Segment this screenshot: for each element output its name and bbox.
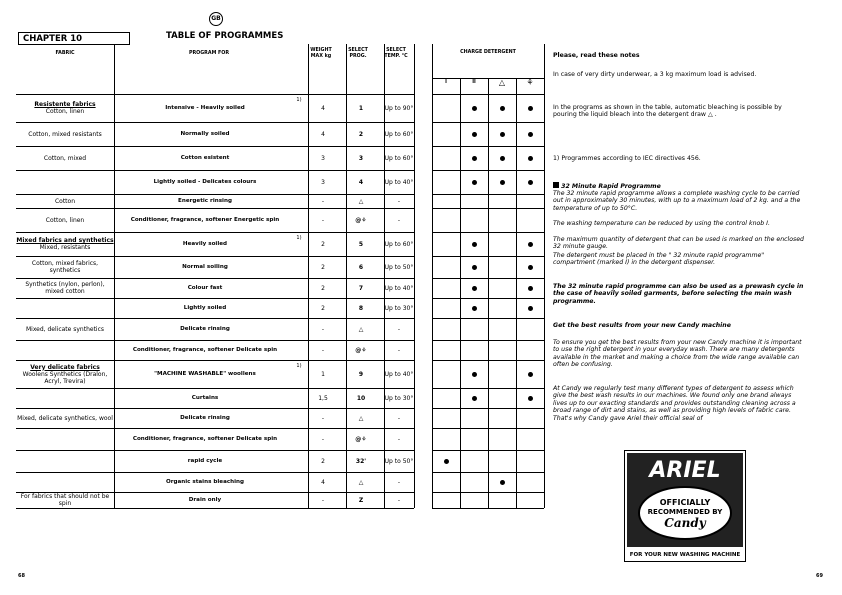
program-cell: Energetic rinsing bbox=[178, 197, 232, 204]
program-cell: Curtains bbox=[191, 394, 219, 401]
program-cell: Drain only bbox=[188, 496, 222, 503]
col-select-temp: SELECT TEMP. °C bbox=[384, 48, 408, 59]
detergent-cell bbox=[488, 146, 516, 170]
detergent-cell bbox=[516, 94, 544, 122]
detergent-cell bbox=[516, 194, 544, 208]
detergent-cell bbox=[488, 298, 516, 318]
prog-cell: 4 bbox=[358, 178, 364, 186]
column-divider bbox=[460, 78, 461, 508]
detergent-cell bbox=[432, 318, 460, 340]
detergent-cell bbox=[460, 472, 488, 492]
detergent-cell bbox=[460, 492, 488, 508]
detergent-cell bbox=[432, 232, 460, 256]
detergent-cell bbox=[488, 170, 516, 194]
detergent-cell bbox=[432, 360, 460, 388]
row-divider bbox=[16, 388, 414, 389]
weight-cell: 4 bbox=[321, 130, 325, 138]
det-col-1: I bbox=[445, 80, 447, 86]
rapid-title-text: 32 Minute Rapid Programme bbox=[561, 183, 661, 190]
fabric-cell bbox=[16, 450, 114, 472]
weight-cell: 4 bbox=[321, 104, 325, 112]
detergent-cell bbox=[488, 492, 516, 508]
temp-cell: Up to 40° bbox=[384, 178, 414, 186]
detergent-cell bbox=[516, 360, 544, 388]
detergent-dot bbox=[472, 265, 477, 270]
row-divider bbox=[16, 298, 414, 299]
row-divider bbox=[16, 170, 414, 171]
detergent-cell bbox=[432, 340, 460, 360]
program-cell: Conditioner, fragrance, softener Delicate spin bbox=[132, 346, 278, 353]
detergent-cell bbox=[432, 122, 460, 146]
column-divider bbox=[432, 44, 433, 508]
fabric-label: Synthetics (nylon, perlon), mixed cotton bbox=[25, 281, 105, 295]
row-divider bbox=[16, 428, 414, 429]
temp-cell: - bbox=[397, 216, 401, 224]
prog-cell: 5 bbox=[358, 240, 364, 248]
detergent-cell bbox=[516, 232, 544, 256]
fabric-cell bbox=[16, 278, 114, 298]
best-text: To ensure you get the best results from your new Candy machine it is important to use the right detergent in your everyday wash. There are many detergents available in the market and making a choice from the wide range available can often be confusing. bbox=[553, 339, 802, 369]
detergent-dot bbox=[528, 396, 533, 401]
row-divider bbox=[16, 146, 414, 147]
footnote-ref: 1) bbox=[296, 362, 302, 369]
row-divider bbox=[432, 508, 544, 509]
col-program: PROGRAM FOR bbox=[188, 51, 230, 57]
detergent-cell bbox=[488, 318, 516, 340]
prog-cell: 3 bbox=[358, 154, 364, 162]
fabric-cell bbox=[16, 492, 114, 508]
detergent-cell bbox=[432, 298, 460, 318]
detergent-dot bbox=[528, 265, 533, 270]
det-col-3: △ bbox=[498, 78, 506, 88]
detergent-cell bbox=[432, 388, 460, 408]
detergent-dot bbox=[472, 396, 477, 401]
detergent-cell bbox=[488, 388, 516, 408]
weight-cell: - bbox=[321, 414, 325, 422]
fabric-group: Very delicate fabrics bbox=[30, 363, 100, 371]
detergent-cell bbox=[460, 232, 488, 256]
prog-cell: △ bbox=[358, 197, 364, 205]
temp-cell: Up to 90° bbox=[384, 104, 414, 112]
fabric-label: Cotton bbox=[54, 197, 76, 205]
detergent-cell bbox=[488, 360, 516, 388]
detergent-dot bbox=[528, 132, 533, 137]
fabric-cell bbox=[16, 428, 114, 450]
column-divider bbox=[308, 44, 309, 508]
fabric-cell bbox=[16, 388, 114, 408]
detergent-dot bbox=[472, 156, 477, 161]
footnote-ref: 1) bbox=[296, 234, 302, 241]
temp-cell: Up to 60° bbox=[384, 130, 414, 138]
fabric-cell bbox=[16, 298, 114, 318]
temp-cell: - bbox=[397, 414, 401, 422]
weight-cell: 2 bbox=[321, 240, 325, 248]
program-cell: Intensive - Heavily soiled bbox=[165, 104, 245, 111]
weight-cell: 2 bbox=[321, 304, 325, 312]
prog-cell: △ bbox=[358, 478, 364, 486]
fabric-group: Mixed fabrics and synthetics bbox=[16, 237, 114, 244]
program-cell: Normal soiling bbox=[182, 263, 228, 270]
prog-cell: 10 bbox=[356, 394, 366, 402]
col-weight: WEIGHT MAX kg bbox=[310, 48, 332, 59]
weight-cell: 1 bbox=[321, 370, 325, 378]
detergent-cell bbox=[432, 256, 460, 278]
prog-cell: 8 bbox=[358, 304, 364, 312]
page-number-left: 68 bbox=[18, 573, 25, 579]
detergent-dot bbox=[500, 480, 505, 485]
seal-line-2: RECOMMENDED BY bbox=[647, 508, 723, 516]
header-divider bbox=[16, 94, 414, 95]
prog-cell: △ bbox=[358, 325, 364, 333]
prog-cell: 9 bbox=[358, 370, 364, 378]
detergent-dot bbox=[500, 132, 505, 137]
fabric-cell bbox=[16, 208, 114, 232]
detergent-cell bbox=[516, 450, 544, 472]
program-cell: Lightly soiled bbox=[183, 304, 227, 311]
detergent-cell bbox=[488, 256, 516, 278]
fabric-label: For fabrics that should not be spin bbox=[20, 493, 110, 507]
detergent-dot bbox=[528, 242, 533, 247]
detergent-cell bbox=[488, 232, 516, 256]
detergent-dot bbox=[500, 156, 505, 161]
fabric-cell bbox=[16, 360, 114, 388]
notes-heading: Please, read these notes bbox=[553, 52, 640, 59]
detergent-cell bbox=[432, 450, 460, 472]
detergent-cell bbox=[516, 298, 544, 318]
fabric-cell bbox=[16, 318, 114, 340]
fabric-cell bbox=[16, 170, 114, 194]
detergent-cell bbox=[432, 492, 460, 508]
column-divider bbox=[384, 44, 385, 508]
program-cell: Conditioner, fragrance, softener Energetic spin bbox=[130, 216, 280, 223]
detergent-cell bbox=[460, 256, 488, 278]
prog-cell: 32' bbox=[355, 457, 367, 465]
footnote-ref: 1) bbox=[296, 96, 302, 103]
row-divider bbox=[16, 278, 414, 279]
detergent-dot bbox=[528, 180, 533, 185]
row-divider bbox=[16, 340, 414, 341]
detergent-cell bbox=[432, 428, 460, 450]
detergent-cell bbox=[516, 340, 544, 360]
temp-cell: - bbox=[397, 346, 401, 354]
program-cell: Colour fast bbox=[187, 284, 223, 291]
detergent-cell bbox=[516, 278, 544, 298]
program-cell: Delicate rinsing bbox=[180, 414, 230, 421]
row-divider bbox=[16, 450, 414, 451]
header-divider bbox=[432, 78, 544, 79]
row-divider bbox=[16, 232, 414, 233]
rapid-icon bbox=[553, 182, 559, 188]
detergent-cell bbox=[516, 492, 544, 508]
detergent-cell bbox=[460, 194, 488, 208]
detergent-cell bbox=[460, 360, 488, 388]
prog-cell: Z bbox=[358, 496, 364, 504]
detergent-cell bbox=[488, 450, 516, 472]
temp-cell: Up to 40° bbox=[384, 370, 414, 378]
detergent-cell bbox=[488, 208, 516, 232]
program-cell: Cotton esistent bbox=[180, 154, 230, 161]
detergent-cell bbox=[488, 122, 516, 146]
language-badge: GB bbox=[209, 12, 223, 26]
detergent-dot bbox=[472, 306, 477, 311]
weight-cell: 3 bbox=[321, 154, 325, 162]
program-cell: Heavily soiled bbox=[182, 240, 228, 247]
row-divider bbox=[16, 408, 414, 409]
weight-cell: 4 bbox=[321, 478, 325, 486]
detergent-dot bbox=[500, 180, 505, 185]
prog-cell: 1 bbox=[358, 104, 364, 112]
detergent-dot bbox=[528, 106, 533, 111]
weight-cell: - bbox=[321, 496, 325, 504]
rapid-text-3: The maximum quantity of detergent that can be used is marked on the enclosed 32 minute gauge. bbox=[553, 236, 804, 251]
temp-cell: Up to 30° bbox=[384, 394, 414, 402]
fabric-cell bbox=[16, 340, 114, 360]
prog-cell: △ bbox=[358, 414, 364, 422]
fabric-cell bbox=[16, 232, 114, 256]
note-p1: In case of very dirty underwear, a 3 kg maximum load is advised. bbox=[553, 71, 757, 78]
detergent-cell bbox=[460, 450, 488, 472]
fabric-label: Mixed, resistants bbox=[39, 244, 91, 251]
detergent-cell bbox=[516, 428, 544, 450]
temp-cell: Up to 40° bbox=[384, 284, 414, 292]
rapid-text-2: The washing temperature can be reduced by using the control knob I. bbox=[553, 220, 770, 227]
ariel-logo-graphic bbox=[625, 451, 745, 561]
note-p2-text: In the programs as shown in the table, automatic bleaching is possible by pouring the liquid bleach into the detergent draw bbox=[553, 104, 782, 119]
temp-cell: - bbox=[397, 435, 401, 443]
column-divider bbox=[544, 44, 545, 508]
detergent-cell bbox=[432, 170, 460, 194]
prog-cell: @⚘ bbox=[355, 435, 367, 443]
fabric-label: Cotton, linen bbox=[45, 216, 85, 224]
detergent-dot bbox=[528, 306, 533, 311]
detergent-cell bbox=[432, 408, 460, 428]
detergent-cell bbox=[516, 408, 544, 428]
fabric-label: Cotton, linen bbox=[45, 108, 85, 115]
detergent-cell bbox=[460, 408, 488, 428]
detergent-cell bbox=[516, 318, 544, 340]
detergent-cell bbox=[488, 472, 516, 492]
detergent-cell bbox=[460, 340, 488, 360]
page-title: TABLE OF PROGRAMMES bbox=[166, 31, 284, 41]
fabric-cell bbox=[16, 146, 114, 170]
weight-cell: 3 bbox=[321, 178, 325, 186]
detergent-cell bbox=[460, 122, 488, 146]
weight-cell: 2 bbox=[321, 284, 325, 292]
ariel-brand: ARIEL bbox=[649, 458, 721, 483]
fabric-label: Mixed, delicate synthetics, wool bbox=[17, 414, 113, 422]
detergent-cell bbox=[488, 94, 516, 122]
row-divider bbox=[16, 492, 414, 493]
rapid-bold: The 32 minute rapid programme can also be used as a prewash cycle in the case of heavily soiled garments, before selecting the main wash programme. bbox=[553, 283, 804, 305]
ariel-logo bbox=[624, 450, 746, 562]
detergent-dot bbox=[472, 132, 477, 137]
fabric-cell bbox=[16, 94, 114, 122]
row-divider bbox=[16, 360, 414, 361]
column-divider bbox=[488, 78, 489, 508]
detergent-cell bbox=[432, 146, 460, 170]
detergent-cell bbox=[460, 298, 488, 318]
row-divider bbox=[16, 256, 414, 257]
fabric-cell bbox=[16, 194, 114, 208]
fabric-label: Cotton, mixed fabrics, synthetics bbox=[31, 260, 99, 274]
prog-cell: 6 bbox=[358, 263, 364, 271]
row-divider bbox=[16, 472, 414, 473]
logo-caption: FOR YOUR NEW WASHING MACHINE bbox=[629, 552, 741, 558]
prog-cell: @⚘ bbox=[355, 216, 367, 224]
detergent-cell bbox=[460, 428, 488, 450]
prog-cell: @⚘ bbox=[355, 346, 367, 354]
temp-cell: - bbox=[397, 197, 401, 205]
row-divider bbox=[16, 194, 414, 195]
detergent-dot bbox=[444, 459, 449, 464]
col-detergent: CHARGE DETERGENT bbox=[460, 50, 516, 56]
temp-cell: Up to 50° bbox=[384, 263, 414, 271]
det-col-4: ⚘ bbox=[526, 78, 534, 88]
detergent-dot bbox=[472, 106, 477, 111]
detergent-cell bbox=[460, 278, 488, 298]
detergent-dot bbox=[500, 106, 505, 111]
detergent-cell bbox=[460, 146, 488, 170]
weight-cell: - bbox=[321, 435, 325, 443]
detergent-cell bbox=[516, 208, 544, 232]
weight-cell: 2 bbox=[321, 457, 325, 465]
rapid-text-4: The detergent must be placed in the " 32 minute rapid programme" compartment (marked I) in the detergent dispenser. bbox=[553, 252, 765, 267]
detergent-cell bbox=[516, 472, 544, 492]
detergent-dot bbox=[528, 372, 533, 377]
fabric-label: Cotton, mixed bbox=[43, 154, 87, 162]
seal-line-1: OFFICIALLY bbox=[659, 498, 711, 507]
weight-cell: - bbox=[321, 346, 325, 354]
detergent-dot bbox=[472, 372, 477, 377]
detergent-cell bbox=[432, 208, 460, 232]
detergent-cell bbox=[488, 194, 516, 208]
detergent-cell bbox=[460, 208, 488, 232]
detergent-cell bbox=[488, 428, 516, 450]
detergent-dot bbox=[472, 242, 477, 247]
detergent-cell bbox=[488, 408, 516, 428]
rapid-text: The 32 minute rapid programme allows a complete washing cycle to be carried out in approximately 30 minutes, with up to a maximum load of 2 kg. and a the temperature of up to 50°C. bbox=[553, 190, 801, 212]
detergent-cell bbox=[516, 122, 544, 146]
weight-cell: - bbox=[321, 216, 325, 224]
detergent-cell bbox=[432, 278, 460, 298]
row-divider bbox=[16, 122, 414, 123]
row-divider bbox=[16, 318, 414, 319]
detergent-cell bbox=[432, 194, 460, 208]
detergent-cell bbox=[432, 472, 460, 492]
temp-cell: Up to 60° bbox=[384, 154, 414, 162]
best-title: Get the best results from your new Candy machine bbox=[553, 322, 731, 329]
temp-cell: - bbox=[397, 496, 401, 504]
detergent-cell bbox=[460, 170, 488, 194]
fabric-cell bbox=[16, 472, 114, 492]
prog-cell: 7 bbox=[358, 284, 364, 292]
program-cell: Conditioner, fragrance, softener Delicate spin bbox=[132, 435, 278, 442]
detergent-cell bbox=[460, 318, 488, 340]
weight-cell: - bbox=[321, 197, 325, 205]
column-divider bbox=[414, 44, 415, 508]
program-cell: "MACHINE WASHABLE" woollens bbox=[154, 370, 256, 377]
program-cell: Normally soiled bbox=[180, 130, 230, 137]
column-divider bbox=[114, 44, 115, 508]
temp-cell: - bbox=[397, 478, 401, 486]
fabric-label: Cotton, mixed resistants bbox=[28, 130, 102, 138]
col-select-prog: SELECT PROG. bbox=[348, 48, 368, 59]
fabric-cell bbox=[16, 122, 114, 146]
detergent-cell bbox=[516, 388, 544, 408]
detergent-cell bbox=[432, 94, 460, 122]
detergent-cell bbox=[516, 146, 544, 170]
programmes-table bbox=[16, 44, 534, 540]
row-divider bbox=[16, 508, 414, 509]
program-cell: Lightly soiled - Delicates colours bbox=[153, 178, 257, 185]
program-cell: Delicate rinsing bbox=[180, 325, 230, 332]
header-divider bbox=[432, 94, 544, 95]
detergent-cell bbox=[460, 94, 488, 122]
program-cell: Organic stains bleaching bbox=[165, 478, 245, 485]
col-fabric: FABRIC bbox=[55, 51, 75, 57]
program-cell: rapid cycle bbox=[187, 457, 223, 464]
detergent-dot bbox=[472, 286, 477, 291]
bleach-icon: △ bbox=[707, 111, 713, 119]
fabric-label: Woolens Synthetics (Dralon, Acryl, Trevira) bbox=[22, 370, 108, 385]
weight-cell: - bbox=[321, 325, 325, 333]
temp-cell: Up to 30° bbox=[384, 304, 414, 312]
chapter-label: CHAPTER 10 bbox=[18, 32, 130, 45]
temp-cell: Up to 60° bbox=[384, 240, 414, 248]
detergent-cell bbox=[460, 388, 488, 408]
seal-line-3: Candy bbox=[664, 516, 706, 530]
detergent-cell bbox=[516, 256, 544, 278]
detergent-cell bbox=[516, 170, 544, 194]
row-divider bbox=[16, 208, 414, 209]
temp-cell: Up to 50° bbox=[384, 457, 414, 465]
detergent-dot bbox=[528, 286, 533, 291]
column-divider bbox=[516, 78, 517, 508]
column-divider bbox=[346, 44, 347, 508]
page-number-right: 69 bbox=[816, 573, 823, 579]
best-text-2: At Candy we regularly test many different types of detergent to assess which give the best wash results in our machines. We found only one brand always lives up to our exacting standards and provides outstanding cleaning across a broad range of dirt and stains, as well as providing high levels of fabric care. That's why Candy gave Ariel their official seal of bbox=[553, 385, 796, 422]
note-p3: 1) Programmes according to IEC directives 456. bbox=[553, 155, 701, 162]
note-p2: In the programs as shown in the table, automatic bleaching is possible by pouring the liquid bleach into the detergent draw △ . bbox=[553, 104, 782, 119]
fabric-cell bbox=[16, 408, 114, 428]
weight-cell: 2 bbox=[321, 263, 325, 271]
fabric-label: Mixed, delicate synthetics bbox=[25, 325, 105, 333]
det-col-2: II bbox=[472, 80, 476, 86]
detergent-cell bbox=[488, 340, 516, 360]
weight-cell: 1,5 bbox=[318, 394, 328, 402]
detergent-dot bbox=[528, 156, 533, 161]
detergent-cell bbox=[488, 278, 516, 298]
temp-cell: - bbox=[397, 325, 401, 333]
fabric-group: Resistente fabrics bbox=[34, 101, 96, 108]
detergent-dot bbox=[472, 180, 477, 185]
prog-cell: 2 bbox=[358, 130, 364, 138]
fabric-cell bbox=[16, 256, 114, 278]
